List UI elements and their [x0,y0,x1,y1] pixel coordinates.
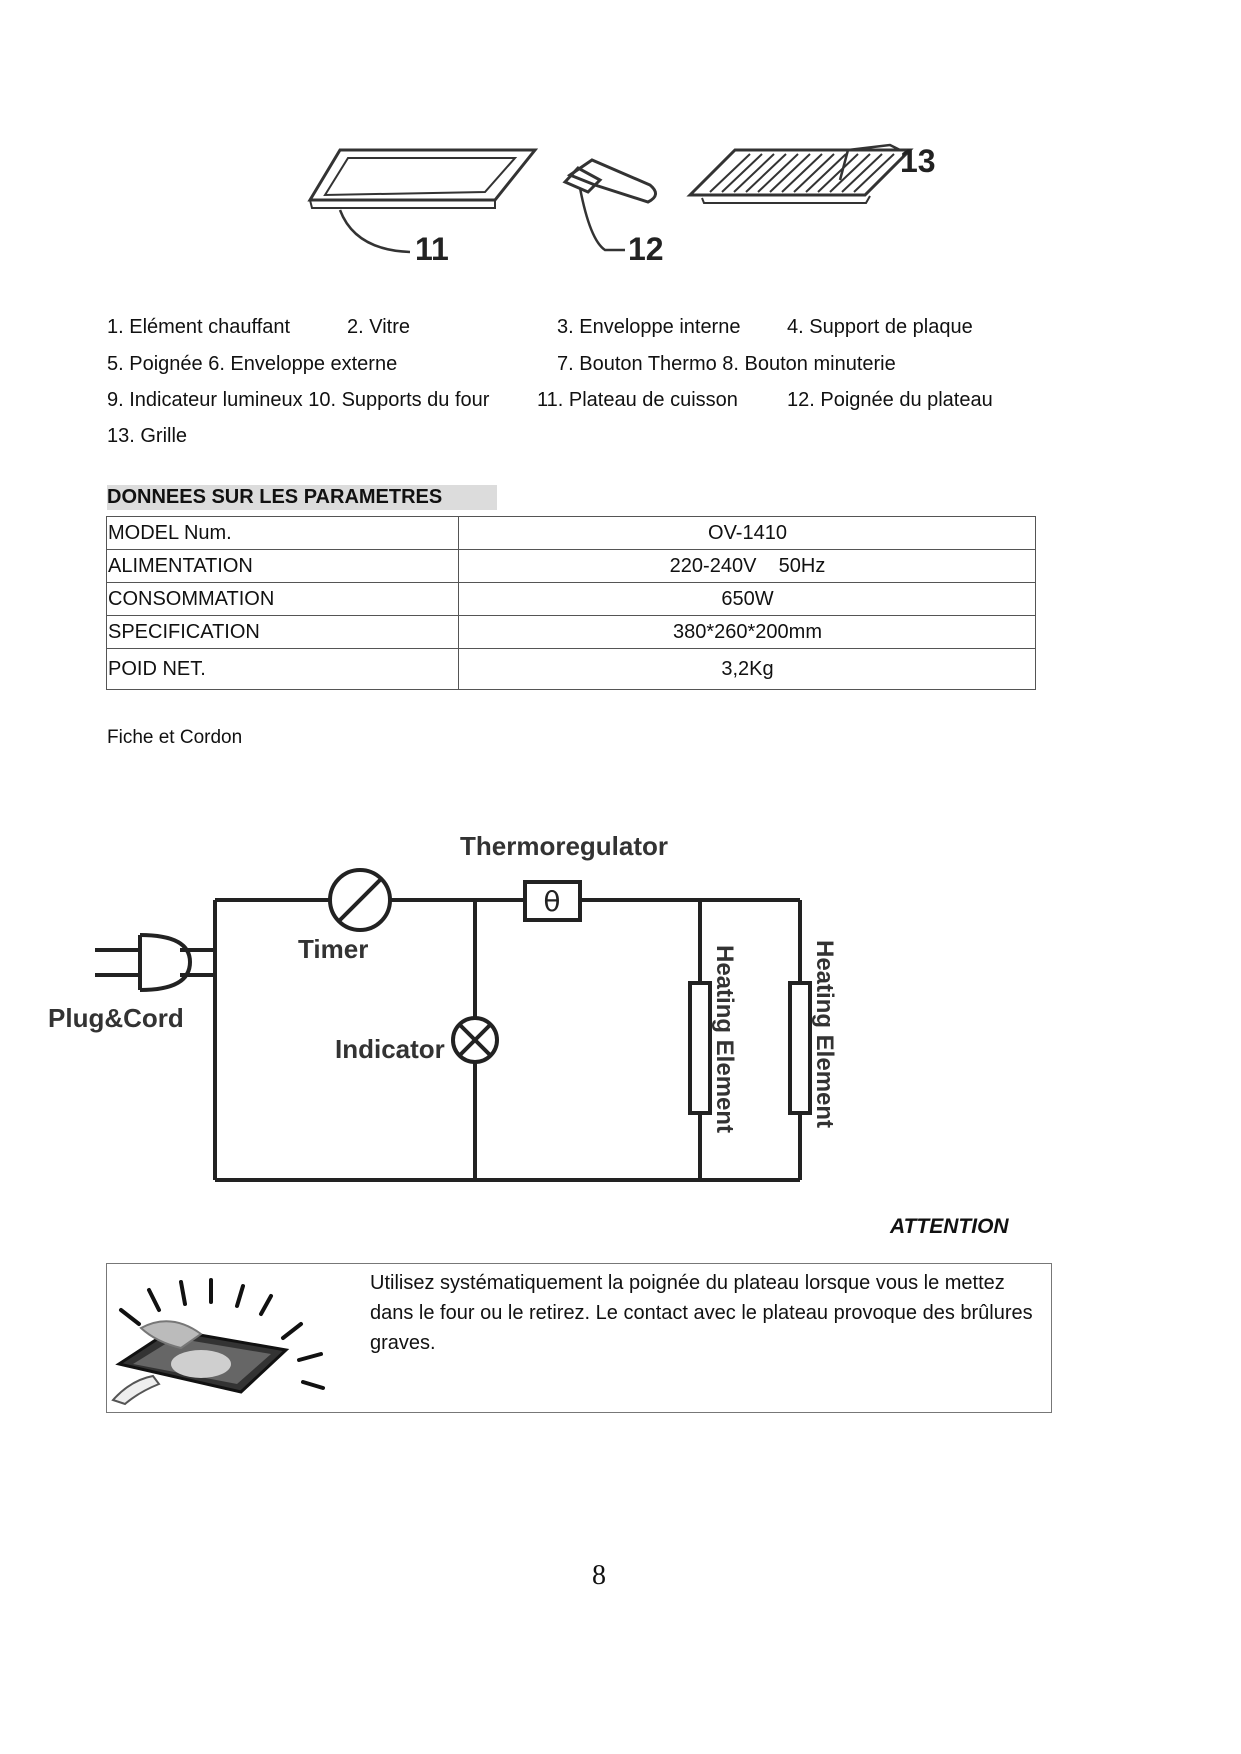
table-row [107,583,1036,616]
tray-handle-drawing [565,160,656,202]
table-row [107,616,1036,649]
cord-label: Fiche et Cordon [107,727,243,748]
indicator-lamp-symbol [453,1018,497,1062]
heating-element-symbol-2 [790,983,810,1113]
circuit-diagram [40,820,880,1200]
legend-item: 13. Grille [107,425,188,447]
legend-item: 9. Indicateur lumineux 10. Supports du four [107,389,490,411]
legend-item: 3. Enveloppe interne [557,316,741,338]
param-label: MODEL Num. [107,517,459,550]
timer-label: Timer [298,934,369,964]
param-value: OV-1410 [459,517,1036,550]
heating-element-symbol-1 [690,983,710,1113]
timer-symbol [330,870,390,930]
param-label: CONSOMMATION [107,583,459,616]
indicator-label: Indicator [335,1034,445,1064]
legend-item: 11. Plateau de cuisson [537,389,738,411]
callout-12: 12 [628,231,664,267]
legend-item: 12. Poignée du plateau [787,389,993,411]
params-table [106,516,1036,690]
page-number: 8 [592,1560,606,1591]
table-row [107,649,1036,690]
legend-item: 1. Elément chauffant [107,316,291,338]
legend-item: 5. Poignée 6. Enveloppe externe [107,353,398,375]
legend-item: 4. Support de plaque [787,316,973,338]
warning-text: Utilisez systématiquement la poignée du plateau lorsque vous le mettez dans le four ou le retirez. Le contact avec le plateau provoque des brûlures graves. [370,1272,1033,1354]
warning-box [106,1263,1052,1413]
callout-13: 13 [900,143,936,179]
legend-item: 7. Bouton Thermo 8. Bouton minuterie [557,353,896,375]
param-label: POID NET. [107,649,459,690]
param-label: SPECIFICATION [107,616,459,649]
param-value: 220-240V 50Hz [459,550,1036,583]
thermo-symbol: θ [543,885,561,918]
oven-accessories-figure [300,140,1200,300]
param-label: ALIMENTATION [107,550,459,583]
table-row [107,517,1036,550]
legend-item: 2. Vitre [347,316,410,338]
params-heading: DONNEES SUR LES PARAMETRES [107,485,497,510]
heating-element-label-2: Heating Element [811,940,838,1129]
table-row [107,550,1036,583]
heating-element-label-1: Heating Element [711,945,738,1134]
param-value: 650W [459,583,1036,616]
param-value: 3,2Kg [459,649,1036,690]
thermoregulator-label: Thermoregulator [460,831,669,861]
plug-cord-label: Plug&Cord [48,1003,184,1033]
callout-11: 11 [415,231,449,267]
attention-title: ATTENTION [890,1215,1009,1238]
hot-tray-warning-illustration [111,1272,371,1407]
plug-symbol [95,935,190,990]
param-value: 380*260*200mm [459,616,1036,649]
